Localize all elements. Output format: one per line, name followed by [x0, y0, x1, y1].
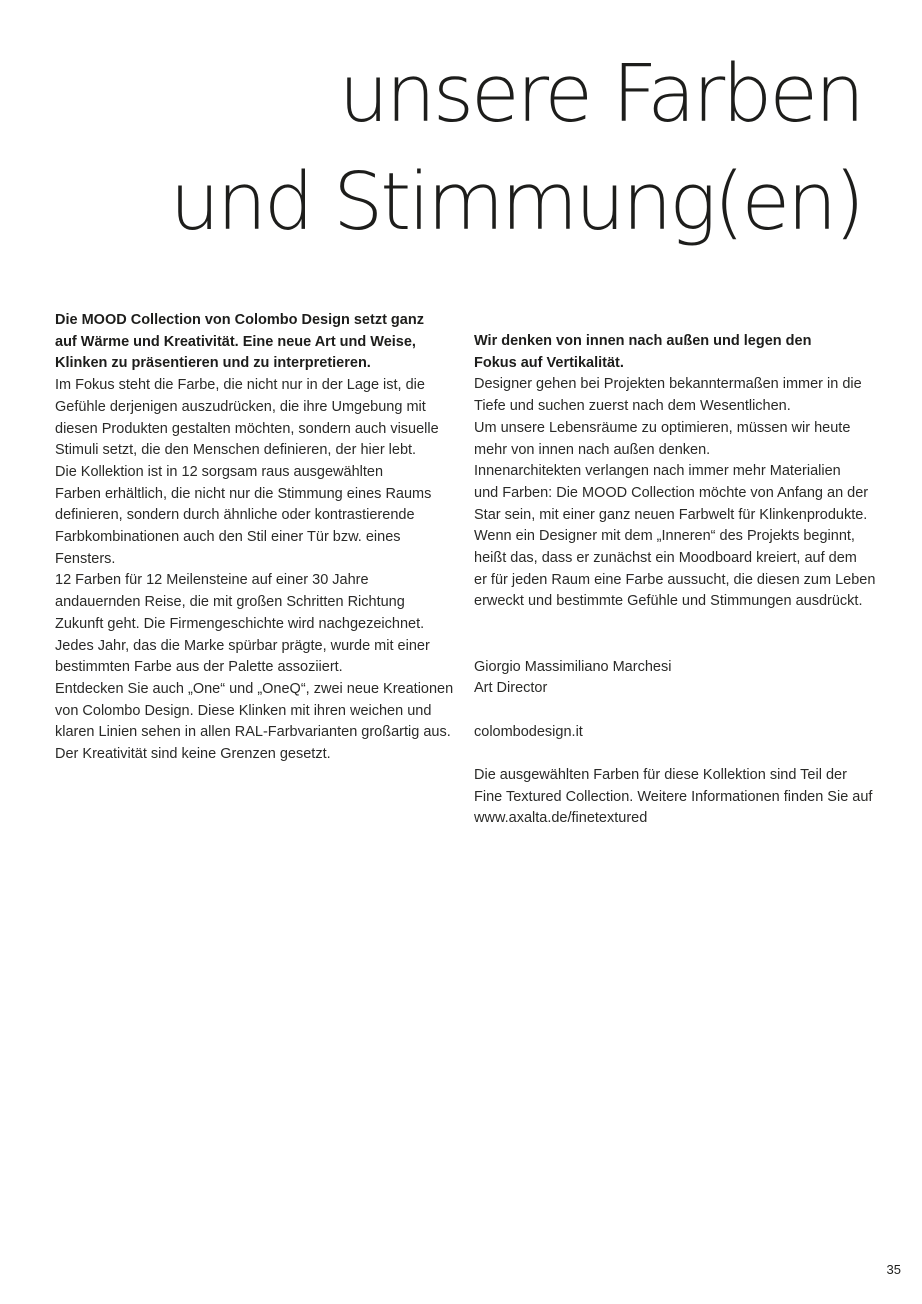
right-column — [474, 331, 874, 830]
note-line: www.axalta.de/finetextured — [474, 810, 648, 827]
right-body-line: Designer gehen bei Projekten bekanntermaßen immer in die — [474, 376, 862, 393]
left-lead-paragraph — [55, 310, 445, 375]
left-body-line: bestimmten Farbe aus der Palette assoziiert. — [55, 659, 343, 676]
left-lead-line: Klinken zu präsentieren und zu interpretieren. — [55, 355, 371, 372]
left-body-line: Farben erhältlich, die nicht nur die Stimmung eines Raums — [55, 485, 432, 502]
left-body-line: definieren, sondern durch ähnliche oder kontrastierende — [55, 507, 415, 524]
right-body-line: Tiefe und suchen zuerst nach dem Wesentlichen. — [474, 398, 791, 415]
left-lead-line: auf Wärme und Kreativität. Eine neue Art und Weise, — [55, 333, 416, 350]
left-body-line: 12 Farben für 12 Meilensteine auf einer 30 Jahre — [55, 572, 369, 589]
left-lead-line: Die MOOD Collection von Colombo Design setzt ganz — [55, 312, 424, 328]
right-body-line: heißt das, dass er zunächst ein Moodboard kreiert, auf dem — [474, 550, 857, 567]
website-text: colombodesign.it — [474, 723, 583, 740]
left-body-line: Fensters. — [55, 550, 116, 567]
right-body-line: er für jeden Raum eine Farbe aussucht, die diesen zum Leben — [474, 571, 876, 588]
right-lead-paragraph — [474, 331, 874, 374]
right-body-line: und Farben: Die MOOD Collection möchte von Anfang an der — [474, 484, 869, 501]
page-title-line-1: unsere Farben — [338, 48, 862, 140]
note-line: Fine Textured Collection. Weitere Informationen finden Sie auf — [474, 788, 873, 805]
left-body-line: Gefühle derjenigen auszudrücken, die ihre Umgebung mit — [55, 398, 426, 415]
left-body-line: von Colombo Design. Diese Klinken mit ihren weichen und — [55, 702, 432, 719]
left-body-line: Zukunft geht. Die Firmengeschichte wird nachgezeichnet. — [55, 615, 425, 632]
left-body-line: Stimuli setzt, die den Menschen definieren, der hier lebt. — [55, 442, 417, 459]
right-body-text — [474, 374, 874, 613]
page-title-line-2: und Stimmung(en) — [169, 156, 862, 248]
note-line: Die ausgewählten Farben für diese Kollektion sind Teil der — [474, 767, 847, 784]
left-body-line: diesen Produkten gestalten möchten, sondern auch visuelle — [55, 420, 439, 437]
right-lead-line: Wir denken von innen nach außen und legen den — [474, 333, 812, 349]
page-number: 35 — [886, 1262, 901, 1277]
spacer — [474, 613, 874, 656]
left-body-text — [55, 375, 454, 766]
signature-role: Art Director — [474, 680, 548, 697]
page-title — [170, 40, 862, 256]
right-body-line: erweckt und bestimmte Gefühle und Stimmungen ausdrückt. — [474, 593, 863, 610]
left-body-line: Der Kreativität sind keine Grenzen gesetzt. — [55, 746, 331, 763]
signature-name: Giorgio Massimiliano Marchesi — [474, 658, 672, 675]
signature — [474, 657, 874, 700]
left-body-line: klaren Linien sehen in allen RAL-Farbvarianten großartig aus. — [55, 724, 451, 741]
right-body-line: Um unsere Lebensräume zu optimieren, müssen wir heute — [474, 419, 851, 436]
left-body-line: Die Kollektion ist in 12 sorgsam raus ausgewählten — [55, 463, 384, 480]
spacer — [474, 700, 874, 722]
left-column — [55, 310, 454, 766]
left-body-line: andauernden Reise, die mit großen Schritten Richtung — [55, 594, 405, 611]
left-body-line: Jedes Jahr, das die Marke spürbar prägte, wurde mit einer — [55, 637, 430, 654]
right-body-line: Innenarchitekten verlangen nach immer mehr Materialien — [474, 463, 841, 480]
spacer — [474, 743, 874, 765]
right-body-line: Wenn ein Designer mit dem „Inneren“ des Projekts beginnt, — [474, 528, 855, 545]
left-body-line: Entdecken Sie auch „One“ und „OneQ“, zwei neue Kreationen — [55, 680, 454, 697]
right-lead-line: Fokus auf Vertikalität. — [474, 354, 624, 371]
right-body-line: mehr von innen nach außen denken. — [474, 441, 711, 458]
left-body-line: Farbkombinationen auch den Stil einer Tür bzw. eines — [55, 529, 401, 546]
left-body-line: Im Fokus steht die Farbe, die nicht nur in der Lage ist, die — [55, 377, 425, 394]
right-body-line: Star sein, mit einer ganz neuen Farbwelt für Klinkenprodukte. — [474, 506, 868, 523]
collection-note — [474, 765, 874, 830]
